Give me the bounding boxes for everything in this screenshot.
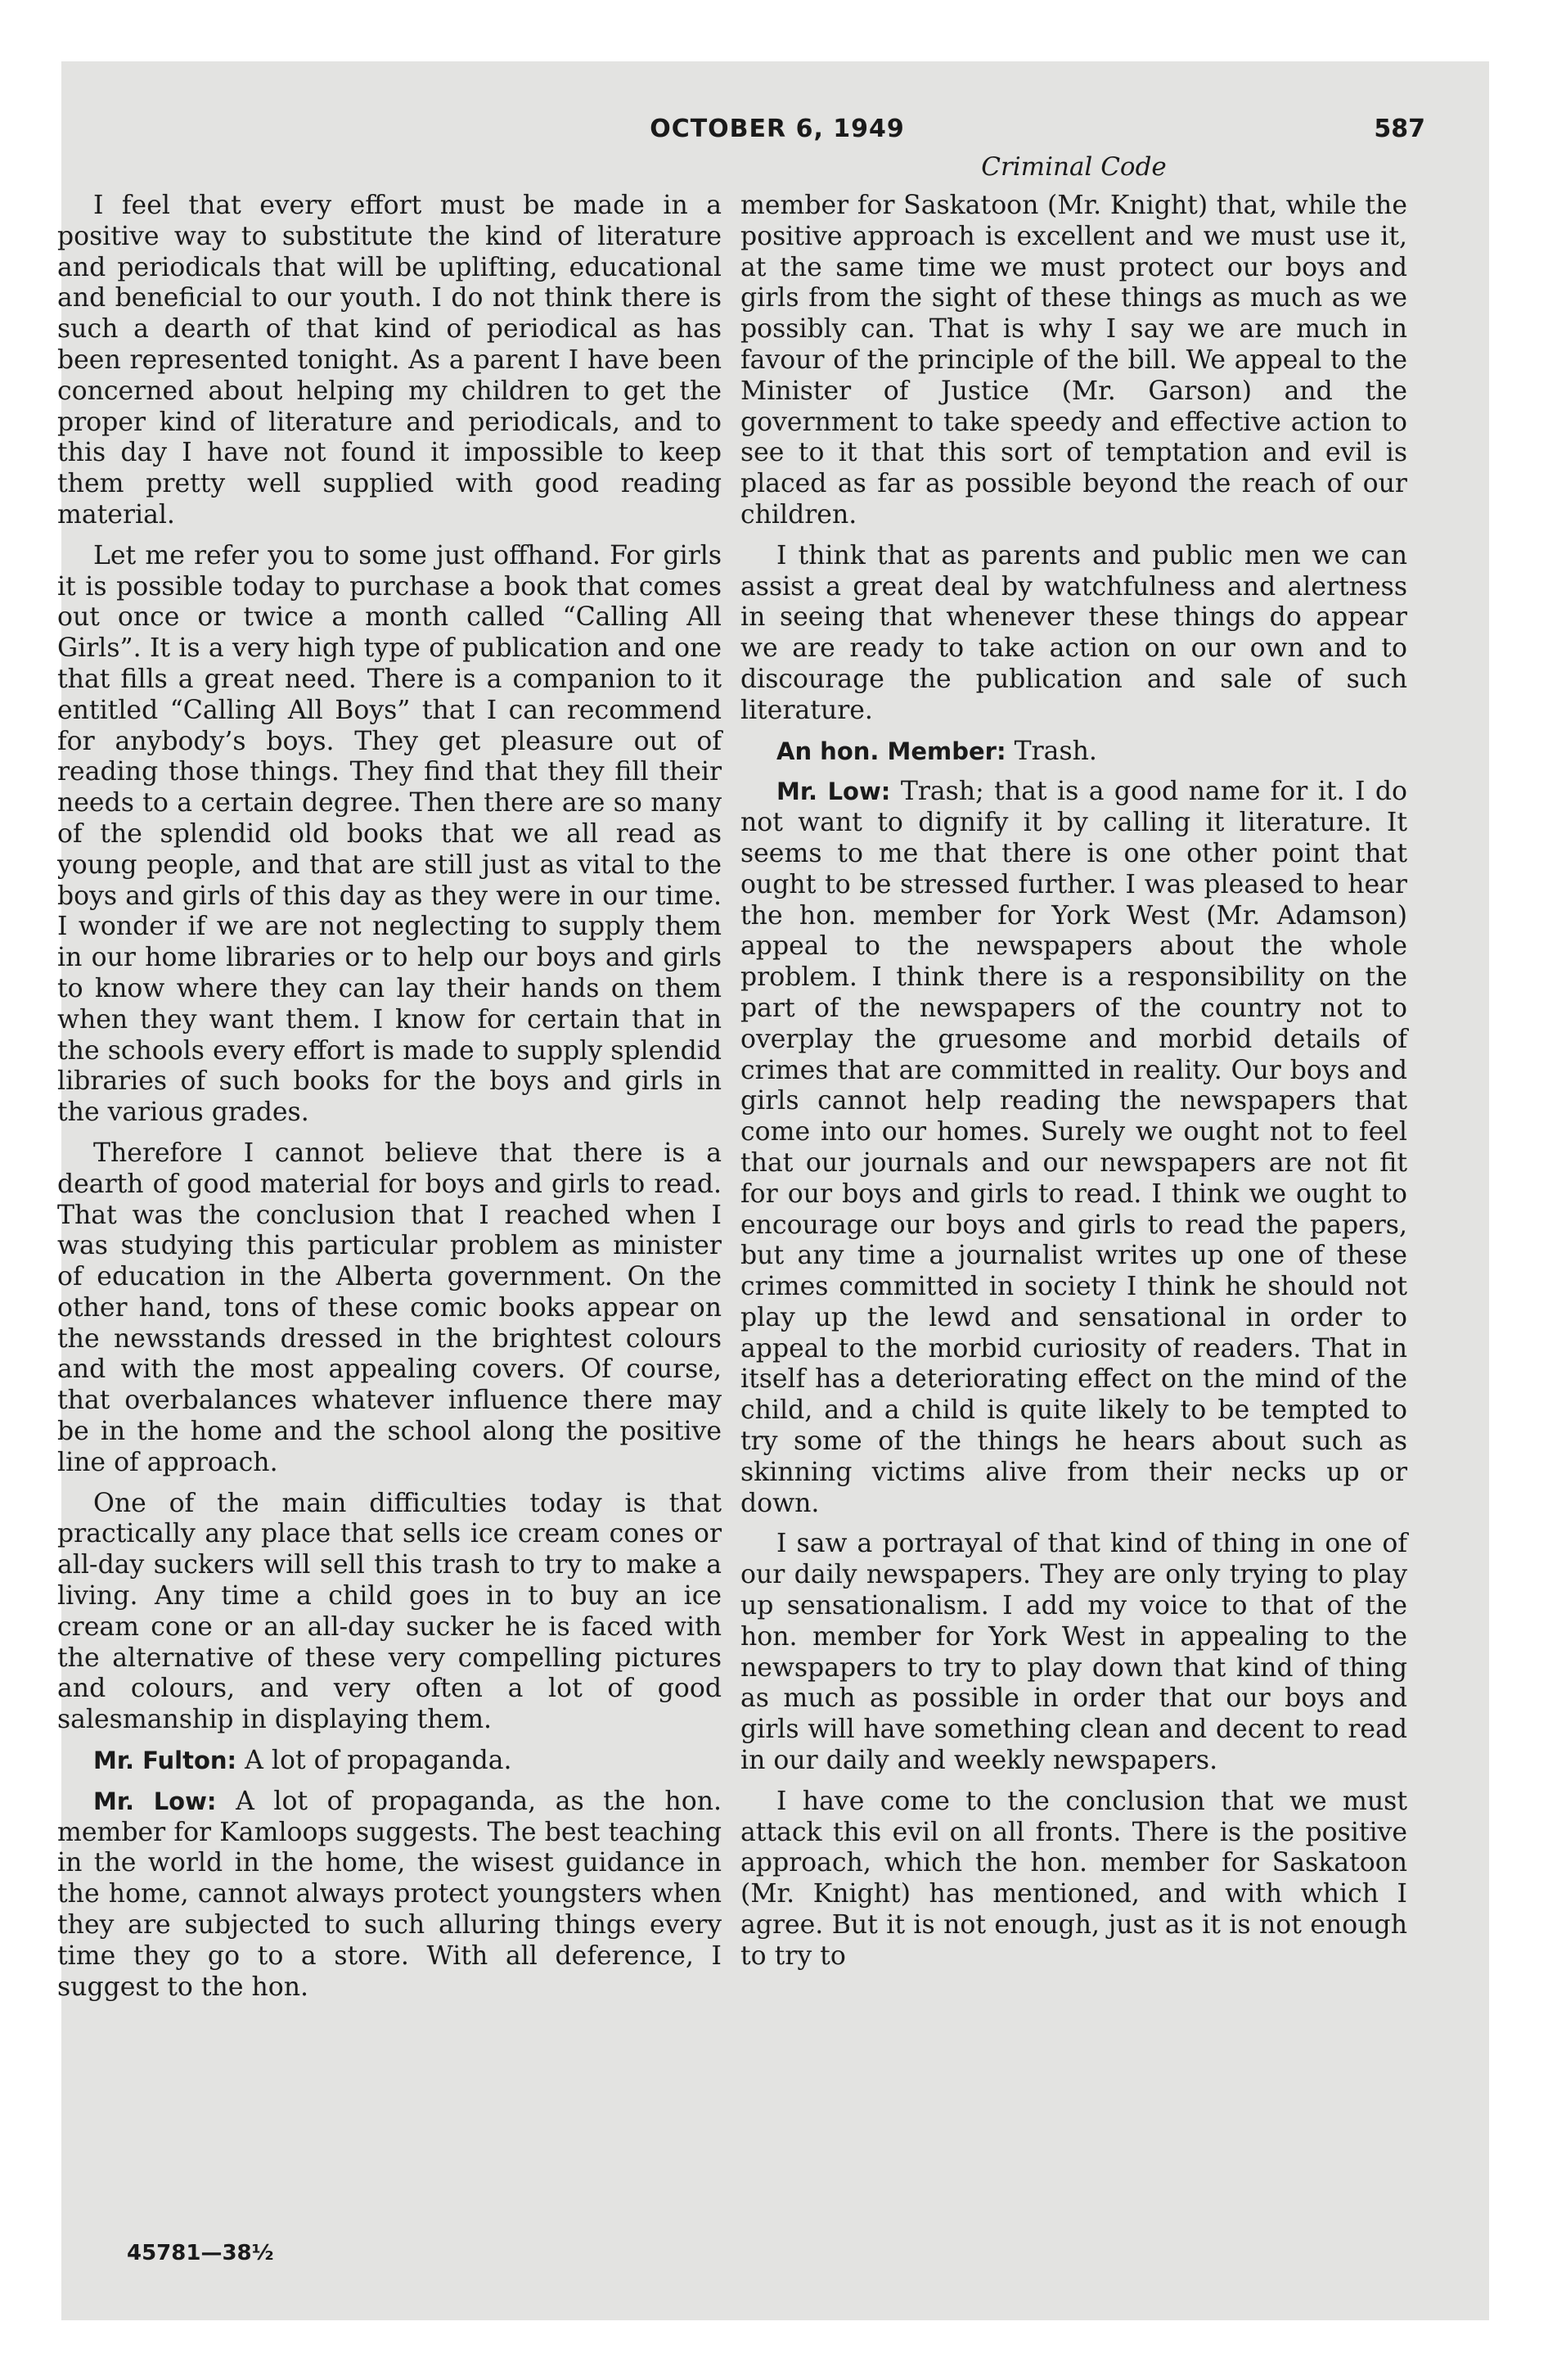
- right-column: [740, 191, 1407, 1982]
- running-head: Criminal Code: [981, 152, 1167, 182]
- page-date: OCTOBER 6, 1949: [650, 115, 905, 143]
- paragraph: One of the main difficulties today is that practically any place that sells ice cream cones or all-day suckers will sell this trash to try to make a living. Any time a child goes in to buy an ice cream cone or an all-day sucker he is faced with the alternative of these very compelling pictures and colours, and very often a lot of good salesmanship in displaying them.: [57, 1488, 722, 1735]
- speech-text: Trash; that is a good name for it. I do not want to dignify it by calling it literature. It seems to me that there is one other point that ought to be stressed further. I was pleased to hear the hon. member for York West (Mr. Adamson) appeal to the newspapers about the whole problem. I think there is a responsibility on the part of the newspapers of the country not to overplay the gruesome and morbid details of crimes that are committed in reality. Our boys and girls cannot help reading the newspapers that come into our homes. Surely we ought not to feel that our journals and our newspapers are not fit for our boys and girls to read. I think we ought to encourage our boys and girls to read the papers, but any time a journalist writes up one of these crimes committed in society I think he should not play up the lewd and sensational in order to appeal to the morbid curiosity of readers. That in itself has a deteriorating effect on the mind of the child, and a child is quite likely to be tempted to try some of the things he hears about such as skinning victims alive from their necks up or down.: [740, 777, 1407, 1518]
- paragraph: Therefore I cannot believe that there is a dearth of good material for boys and girls to read. That was the conclusion that I reached when I was studying this particular problem as minister of education in the Alberta government. On the other hand, tons of these comic books appear on the newsstands dressed in the brightest colours and with the most appealing covers. Of course, that overbalances whatever influence there may be in the home and the school along the positive line of approach.: [57, 1138, 722, 1477]
- paragraph: I feel that every effort must be made in a positive way to substitute the kind of literature and periodicals that will be uplifting, educational and beneficial to our youth. I do not think there is such a dearth of that kind of periodical as has been represented tonight. As a parent I have been concerned about helping my children to get the proper kind of literature and periodicals, and to this day I have not found it impossible to keep them pretty well supplied with good reading material.: [57, 191, 722, 530]
- speaker-name: Mr. Low:: [93, 1787, 217, 1815]
- page-number: 587: [1374, 115, 1425, 143]
- paragraph: Let me refer you to some just offhand. For girls it is possible today to purchase a book that comes out once or twice a month called “Calling All Girls”. It is a very high type of publication and one that fills a great need. There is a companion to it entitled “Calling All Boys” that I can recommend for anybody’s boys. They get pleasure out of reading those things. They find that they fill their needs to a certain degree. Then there are so many of the splendid old books that we all read as young people, and that are still just as vital to the boys and girls of this day as they were in our time. I wonder if we are not neglecting to supply them in our home libraries or to help our boys and girls to know where they can lay their hands on them when they want them. I know for certain that in the schools every effort is made to supply splendid libraries of such books for the boys and girls in the various grades.: [57, 540, 722, 1128]
- speech-paragraph: [57, 1787, 722, 2004]
- paragraph: I have come to the conclusion that we must attack this evil on all fronts. There is the positive approach, which the hon. member for Saskatoon (Mr. Knight) has mentioned, and with which I agree. But it is not enough, just as it is not enough to try to: [740, 1786, 1407, 1971]
- speech-paragraph: [57, 1746, 722, 1777]
- speech-text: Trash.: [1006, 736, 1097, 766]
- left-column: [57, 191, 722, 2013]
- speech-text: A lot of propaganda, as the hon. member for Kamloops suggests. The best teaching in the world in the home, the wisest guidance in the home, cannot always protect youngsters when they are subjected to such alluring things every time they go to a store. With all deference, I suggest to the hon.: [57, 1786, 722, 2002]
- speaker-name: Mr. Fulton:: [93, 1747, 237, 1775]
- paragraph-continued: member for Saskatoon (Mr. Knight) that, while the positive approach is excellent and we must use it, at the same time we must protect our boys and girls from the sight of these things as much as we possibly can. That is why I say we are much in favour of the principle of the bill. We appeal to the Minister of Justice (Mr. Garson) and the government to take speedy and effective action to see to it that this sort of temptation and evil is placed as far as possible beyond the reach of our children.: [740, 191, 1407, 530]
- print-code: 45781—38½: [127, 2241, 274, 2265]
- speech-paragraph: [740, 737, 1407, 768]
- speaker-name: An hon. Member:: [776, 737, 1006, 765]
- speech-paragraph: [740, 777, 1407, 1519]
- speaker-name: Mr. Low:: [776, 778, 891, 806]
- paragraph: I saw a portrayal of that kind of thing in one of our daily newspapers. They are only trying to play up sensationalism. I add my voice to that of the hon. member for York West in appealing to the newspapers to try to play down that kind of thing as much as possible in order that our boys and girls will have something clean and decent to read in our daily and weekly newspapers.: [740, 1529, 1407, 1776]
- speech-text: A lot of propaganda.: [236, 1746, 512, 1776]
- paragraph: I think that as parents and public men we can assist a great deal by watchfulness and alertness in seeing that whenever these things do appear we are ready to take action on our own and to discourage the publication and sale of such literature.: [740, 540, 1407, 725]
